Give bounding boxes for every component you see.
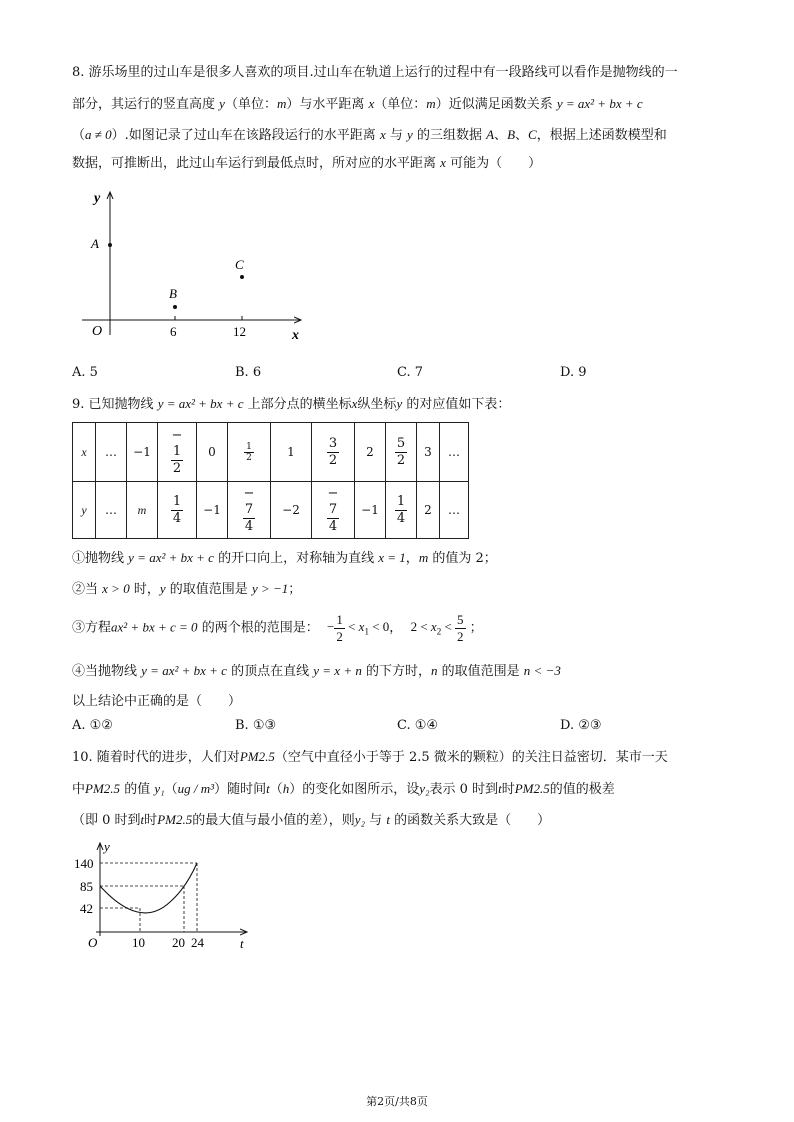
table-cell bbox=[312, 482, 355, 539]
frac-neg-7-4: − 7 4 bbox=[243, 485, 255, 534]
q10-figure bbox=[74, 840, 264, 952]
q8-formula: y = ax² + bx + c bbox=[556, 96, 643, 111]
frac-1-4: $\frac{1}{4}$ bbox=[396, 493, 406, 526]
table-cell: −1 bbox=[197, 482, 228, 539]
q9-statement-1: ①抛物线 y = ax² + bx + c 的开口向上，对称轴为直线 x = 1，m 的值为 2； bbox=[72, 550, 497, 566]
q10-ytick-42: 42 bbox=[80, 901, 93, 916]
table-cell bbox=[158, 423, 197, 482]
table-cell: 0 bbox=[197, 423, 228, 482]
q9-statement-2: ②当 x > 0 时，y 的取值范围是 y > −1； bbox=[72, 581, 302, 597]
q10-line3: （即 0 时到t时PM2.5的最大值与最小值的差），则y₂ 与 t 的函数关系大致是（ ） bbox=[72, 812, 551, 828]
q8-label-A: A bbox=[91, 236, 99, 251]
frac-neg-7-4: − 7 4 bbox=[327, 485, 339, 534]
q10-line1: 10. 随着时代的进步，人们对PM2.5（空气中直径小于等于 2.5 微米的颗粒）的关注日益密切．某市一天 bbox=[72, 749, 668, 765]
root-range-1: − $\frac{1}{2}$ < $x_1 < 0$ bbox=[326, 612, 390, 644]
q9-statement-3: ③方程ax² + bx + c = 0 的两个根的范围是： − $\frac{1}{2}$ < $x_1 < 0$， $2 < x_2$ < $\frac{5}{2}$ ； bbox=[72, 612, 483, 644]
q8-origin-label: O bbox=[92, 324, 103, 339]
q8-tick-6: 6 bbox=[170, 324, 177, 339]
table-cell: −1 bbox=[355, 482, 386, 539]
table-cell bbox=[228, 482, 271, 539]
table-row bbox=[73, 482, 469, 539]
q8-line3: （a ≠ 0）.如图记录了过山车在该路段运行的水平距离 x 与 y 的三组数据 A、B、C，根据上述函数模型和 bbox=[72, 127, 667, 143]
table-cell: 2 bbox=[355, 423, 386, 482]
table-cell: x bbox=[73, 423, 96, 482]
q10-axis-t-label: t bbox=[240, 936, 244, 951]
table-cell: 1 bbox=[271, 423, 312, 482]
q8-line2: 部分，其运行的竖直高度 y（单位：m）与水平距离 x（单位：m）近似满足函数关系 y = ax² + bx + c bbox=[72, 96, 643, 112]
table-cell bbox=[386, 482, 417, 539]
frac-3-2: $\frac{3}{2}$ bbox=[328, 435, 338, 468]
q8-figure bbox=[78, 185, 308, 345]
q10-ttick-24: 24 bbox=[191, 935, 204, 950]
table-cell bbox=[312, 423, 355, 482]
q9-option-a[interactable]: A. ①② bbox=[72, 718, 113, 733]
table-cell: 2 bbox=[417, 482, 440, 539]
frac-1-4: $\frac{1}{4}$ bbox=[172, 493, 182, 526]
q8-axis-x-label: x bbox=[292, 328, 299, 343]
table-cell bbox=[386, 423, 417, 482]
table-cell: −2 bbox=[271, 482, 312, 539]
table-cell: … bbox=[440, 482, 469, 539]
q10-origin-label: O bbox=[88, 935, 98, 950]
q9-option-b[interactable]: B. ①③ bbox=[235, 718, 277, 733]
q10-axis-y-label: y bbox=[104, 840, 110, 854]
q8-line4: 数据，可推断出，此过山车运行到最低点时，所对应的水平距离 x 可能为（ ） bbox=[72, 155, 542, 171]
q8-point-A bbox=[108, 243, 112, 247]
frac-neg-1-2: − 1 2 bbox=[171, 427, 183, 476]
q10-line2: 中PM2.5 的值 y₁（ug / m³）随时间t（h）的变化如图所示，设y₂表示 0 时到t时PM2.5的值的极差 bbox=[72, 781, 615, 797]
q8-axis-y-label: y bbox=[94, 191, 101, 206]
table-cell bbox=[228, 423, 271, 482]
q9-prompt: 以上结论中正确的是（ ） bbox=[72, 694, 242, 709]
q8-option-c[interactable]: C. 7 bbox=[397, 365, 424, 380]
q10-curve bbox=[100, 863, 197, 913]
q8-option-b[interactable]: B. 6 bbox=[235, 365, 262, 380]
q8-line1: 8. 游乐场里的过山车是很多人喜欢的项目.过山车在轨道上运行的过程中有一段路线可以看作是抛物线的一 bbox=[72, 65, 678, 80]
q8-point-B bbox=[173, 305, 177, 309]
frac-1-2: $\frac{1}{2}$ bbox=[246, 441, 252, 463]
table-cell: m bbox=[127, 482, 158, 539]
table-cell: … bbox=[96, 423, 127, 482]
table-row bbox=[73, 423, 469, 482]
q8-option-a[interactable]: A. 5 bbox=[72, 365, 98, 380]
q10-ttick-10: 10 bbox=[132, 935, 145, 950]
q8-option-d[interactable]: D. 9 bbox=[560, 365, 587, 380]
table-cell bbox=[158, 482, 197, 539]
q9-option-d[interactable]: D. ②③ bbox=[560, 718, 602, 733]
table-cell: 3 bbox=[417, 423, 440, 482]
table-cell: −1 bbox=[127, 423, 158, 482]
q9-statement-4: ④当抛物线 y = ax² + bx + c 的顶点在直线 y = x + n 的下方时，n 的取值范围是 n < −3 bbox=[72, 663, 561, 679]
q8-tick-12: 12 bbox=[233, 324, 246, 339]
q10-ttick-20: 20 bbox=[172, 935, 185, 950]
frac-5-2: $\frac{5}{2}$ bbox=[396, 435, 406, 468]
table-cell: y bbox=[73, 482, 96, 539]
q9-line1: 9. 已知抛物线 y = ax² + bx + c 上部分点的横坐标x纵坐标y 的对应值如下表： bbox=[72, 396, 511, 412]
q10-ytick-140: 140 bbox=[74, 856, 94, 871]
q8-label-C: C bbox=[235, 257, 244, 272]
q9-option-c[interactable]: C. ①④ bbox=[397, 718, 439, 733]
table-cell: … bbox=[96, 482, 127, 539]
q10-ytick-85: 85 bbox=[80, 879, 93, 894]
q9-value-table bbox=[72, 422, 469, 539]
q8-point-C bbox=[240, 275, 244, 279]
root-range-2: $2 < x_2$ < $\frac{5}{2}$ bbox=[410, 612, 464, 644]
table-cell: … bbox=[440, 423, 469, 482]
page-footer: 第2页/共8页 bbox=[366, 1095, 428, 1108]
q8-label-B: B bbox=[169, 286, 177, 301]
